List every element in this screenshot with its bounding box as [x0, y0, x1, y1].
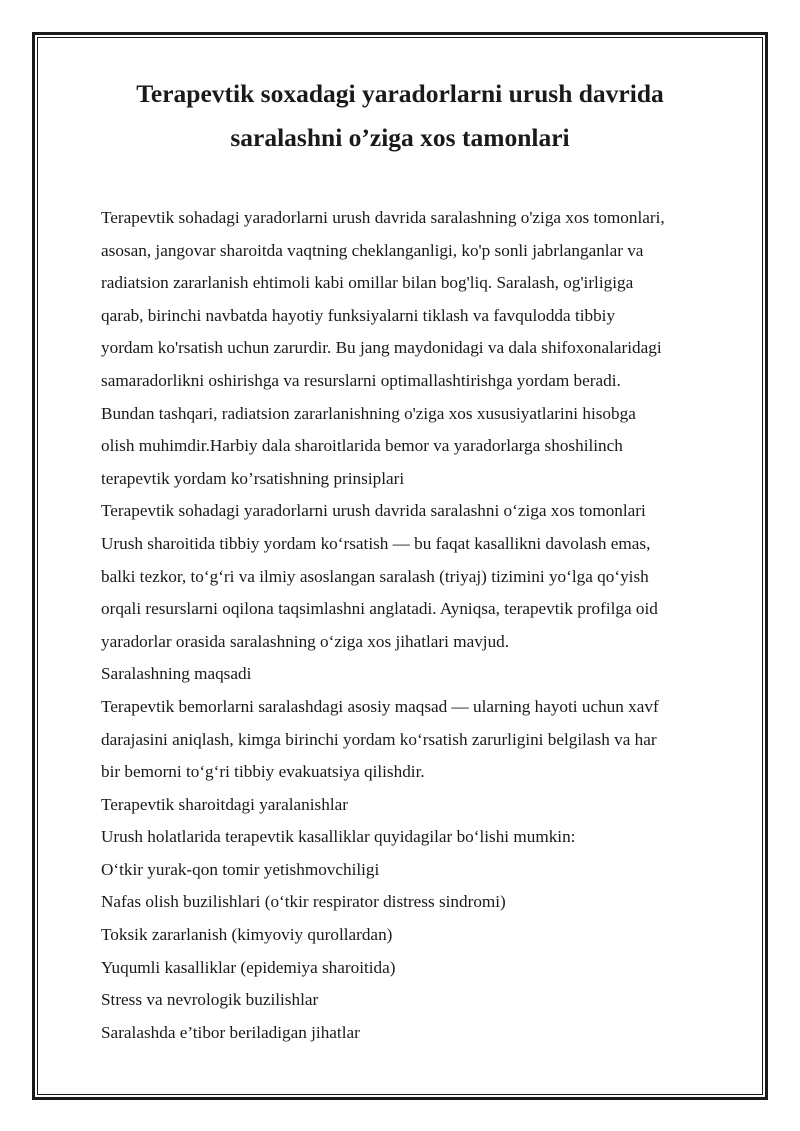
- text-line: orqali resurslarni oqilona taqsimlashni anglatadi. Ayniqsa, terapevtik profilga oid: [101, 599, 658, 619]
- paragraph: [101, 952, 741, 985]
- text-line: darajasini aniqlash, kimga birinchi yordam ko‘rsatish zarurligini belgilash va har: [101, 729, 657, 749]
- text-line: bir bemorni to‘g‘ri tibbiy evakuatsiya qilishdir.: [101, 762, 425, 782]
- text-line: Stress va nevrologik buzilishlar: [101, 990, 319, 1010]
- text-line: Terapevtik sharoitdagi yaralanishlar: [101, 794, 348, 814]
- paragraph: [101, 984, 741, 1017]
- paragraph: [101, 919, 741, 952]
- text-line: O‘tkir yurak-qon tomir yetishmovchiligi: [101, 859, 380, 879]
- text-line: qarab, birinchi navbatda hayotiy funksiyalarni tiklash va favqulodda tibbiy: [101, 305, 616, 325]
- paragraph: [101, 854, 741, 887]
- text-line: olish muhimdir.Harbiy dala sharoitlarida bemor va yaradorlarga shoshilinch: [101, 436, 623, 456]
- paragraph: [101, 886, 741, 919]
- text-line: asosan, jangovar sharoitda vaqtning cheklanganligi, ko'p sonli jabrlanganlar va: [101, 240, 644, 260]
- text-line: Toksik zararlanish (kimyoviy qurollardan): [101, 925, 393, 945]
- text-line: Urush holatlarida terapevtik kasalliklar quyidagilar bo‘lishi mumkin:: [101, 827, 576, 847]
- paragraph: [101, 495, 741, 528]
- text-line: samaradorlikni oshirishga va resurslarni optimallashtirishga yordam beradi.: [101, 370, 621, 390]
- text-line: Terapevtik sohadagi yaradorlarni urush davrida saralashni o‘ziga xos tomonlari: [101, 501, 646, 521]
- title-line: Terapevtik soxadagi yaradorlarni urush davrida: [136, 79, 664, 108]
- title-line: saralashni o’ziga xos tamonlari: [230, 123, 570, 152]
- paragraph: [101, 528, 741, 658]
- text-line: Terapevtik bemorlarni saralashdagi asosiy maqsad — ularning hayoti uchun xavf: [101, 696, 659, 716]
- paragraph: [101, 658, 741, 691]
- text-line: balki tezkor, to‘g‘ri va ilmiy asoslangan saralash (triyaj) tizimini yo‘lga qo‘yish: [101, 566, 649, 586]
- text-line: Yuqumli kasalliklar (epidemiya sharoitida): [101, 957, 396, 977]
- paragraph: [101, 202, 741, 495]
- text-line: Saralashning maqsadi: [101, 664, 252, 684]
- paragraph: [101, 691, 741, 789]
- document-body: [101, 202, 741, 1049]
- document-title: [60, 72, 740, 160]
- paragraph: [101, 821, 741, 854]
- text-line: Saralashda e’tibor beriladigan jihatlar: [101, 1022, 360, 1042]
- text-line: terapevtik yordam ko’rsatishning prinsiplari: [101, 468, 405, 488]
- text-line: Terapevtik sohadagi yaradorlarni urush davrida saralashning o'ziga xos tomonlari,: [101, 208, 665, 227]
- text-line: Urush sharoitida tibbiy yordam ko‘rsatish — bu faqat kasallikni davolash emas,: [101, 533, 651, 553]
- paragraph: [101, 1017, 741, 1050]
- text-line: Nafas olish buzilishlari (o‘tkir respirator distress sindromi): [101, 892, 506, 912]
- text-line: yaradorlar orasida saralashning o‘ziga xos jihatlari mavjud.: [101, 631, 510, 651]
- text-line: radiatsion zararlanish ehtimoli kabi omillar bilan bog'liq. Saralash, og'irligiga: [101, 273, 634, 293]
- text-line: yordam ko'rsatish uchun zarurdir. Bu jang maydonidagi va dala shifoxonalaridagi: [101, 338, 662, 358]
- text-line: Bundan tashqari, radiatsion zararlanishning o'ziga xos xususiyatlarini hisobga: [101, 403, 636, 423]
- paragraph: [101, 789, 741, 822]
